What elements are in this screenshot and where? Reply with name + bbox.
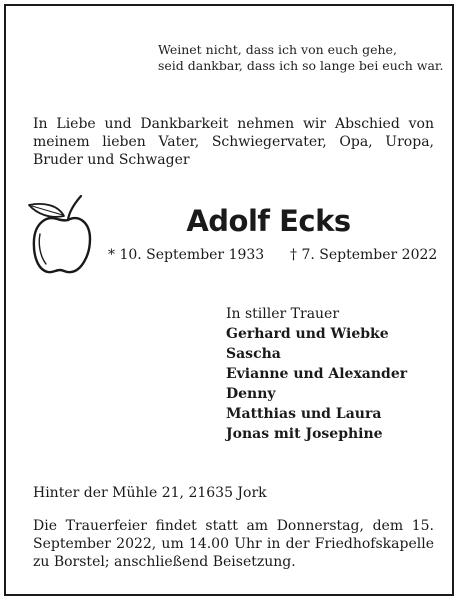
mourner-name: Jonas mit Josephine — [226, 426, 383, 442]
obituary-notice — [4, 4, 454, 596]
death-date: † 7. September 2022 — [290, 247, 438, 263]
motto-verse — [158, 42, 444, 74]
mourner-name: Evianne und Alexander — [226, 366, 408, 382]
funeral-details: Die Trauerfeier findet statt am Donnerstag, dem 15. September 2022, um 14.00 Uhr in der Friedhofskapelle zu Borstel; anschließend Beisetzung. — [33, 518, 434, 570]
mourner-name: Gerhard und Wiebke — [226, 326, 389, 342]
birth-date: * 10. September 1933 — [108, 247, 265, 263]
mourning-intro: In stiller Trauer — [226, 306, 340, 322]
motto-line-1: Weinet nicht, dass ich von euch gehe, — [158, 42, 397, 57]
mourner-name: Sascha — [226, 346, 281, 362]
family-address: Hinter der Mühle 21, 21635 Jork — [33, 485, 267, 501]
farewell-text: In Liebe und Dankbarkeit nehmen wir Abschied von meinem lieben Vater, Schwiegervater, Opa, Uropa, Bruder und Schwager — [33, 116, 434, 168]
mourner-name: Denny — [226, 386, 276, 402]
deceased-name: Adolf Ecks — [186, 204, 351, 238]
mourner-name: Matthias und Laura — [226, 406, 382, 422]
apple-icon — [24, 192, 94, 276]
motto-line-2: seid dankbar, dass ich so lange bei euch war. — [158, 58, 444, 73]
mourners-list — [226, 304, 407, 444]
